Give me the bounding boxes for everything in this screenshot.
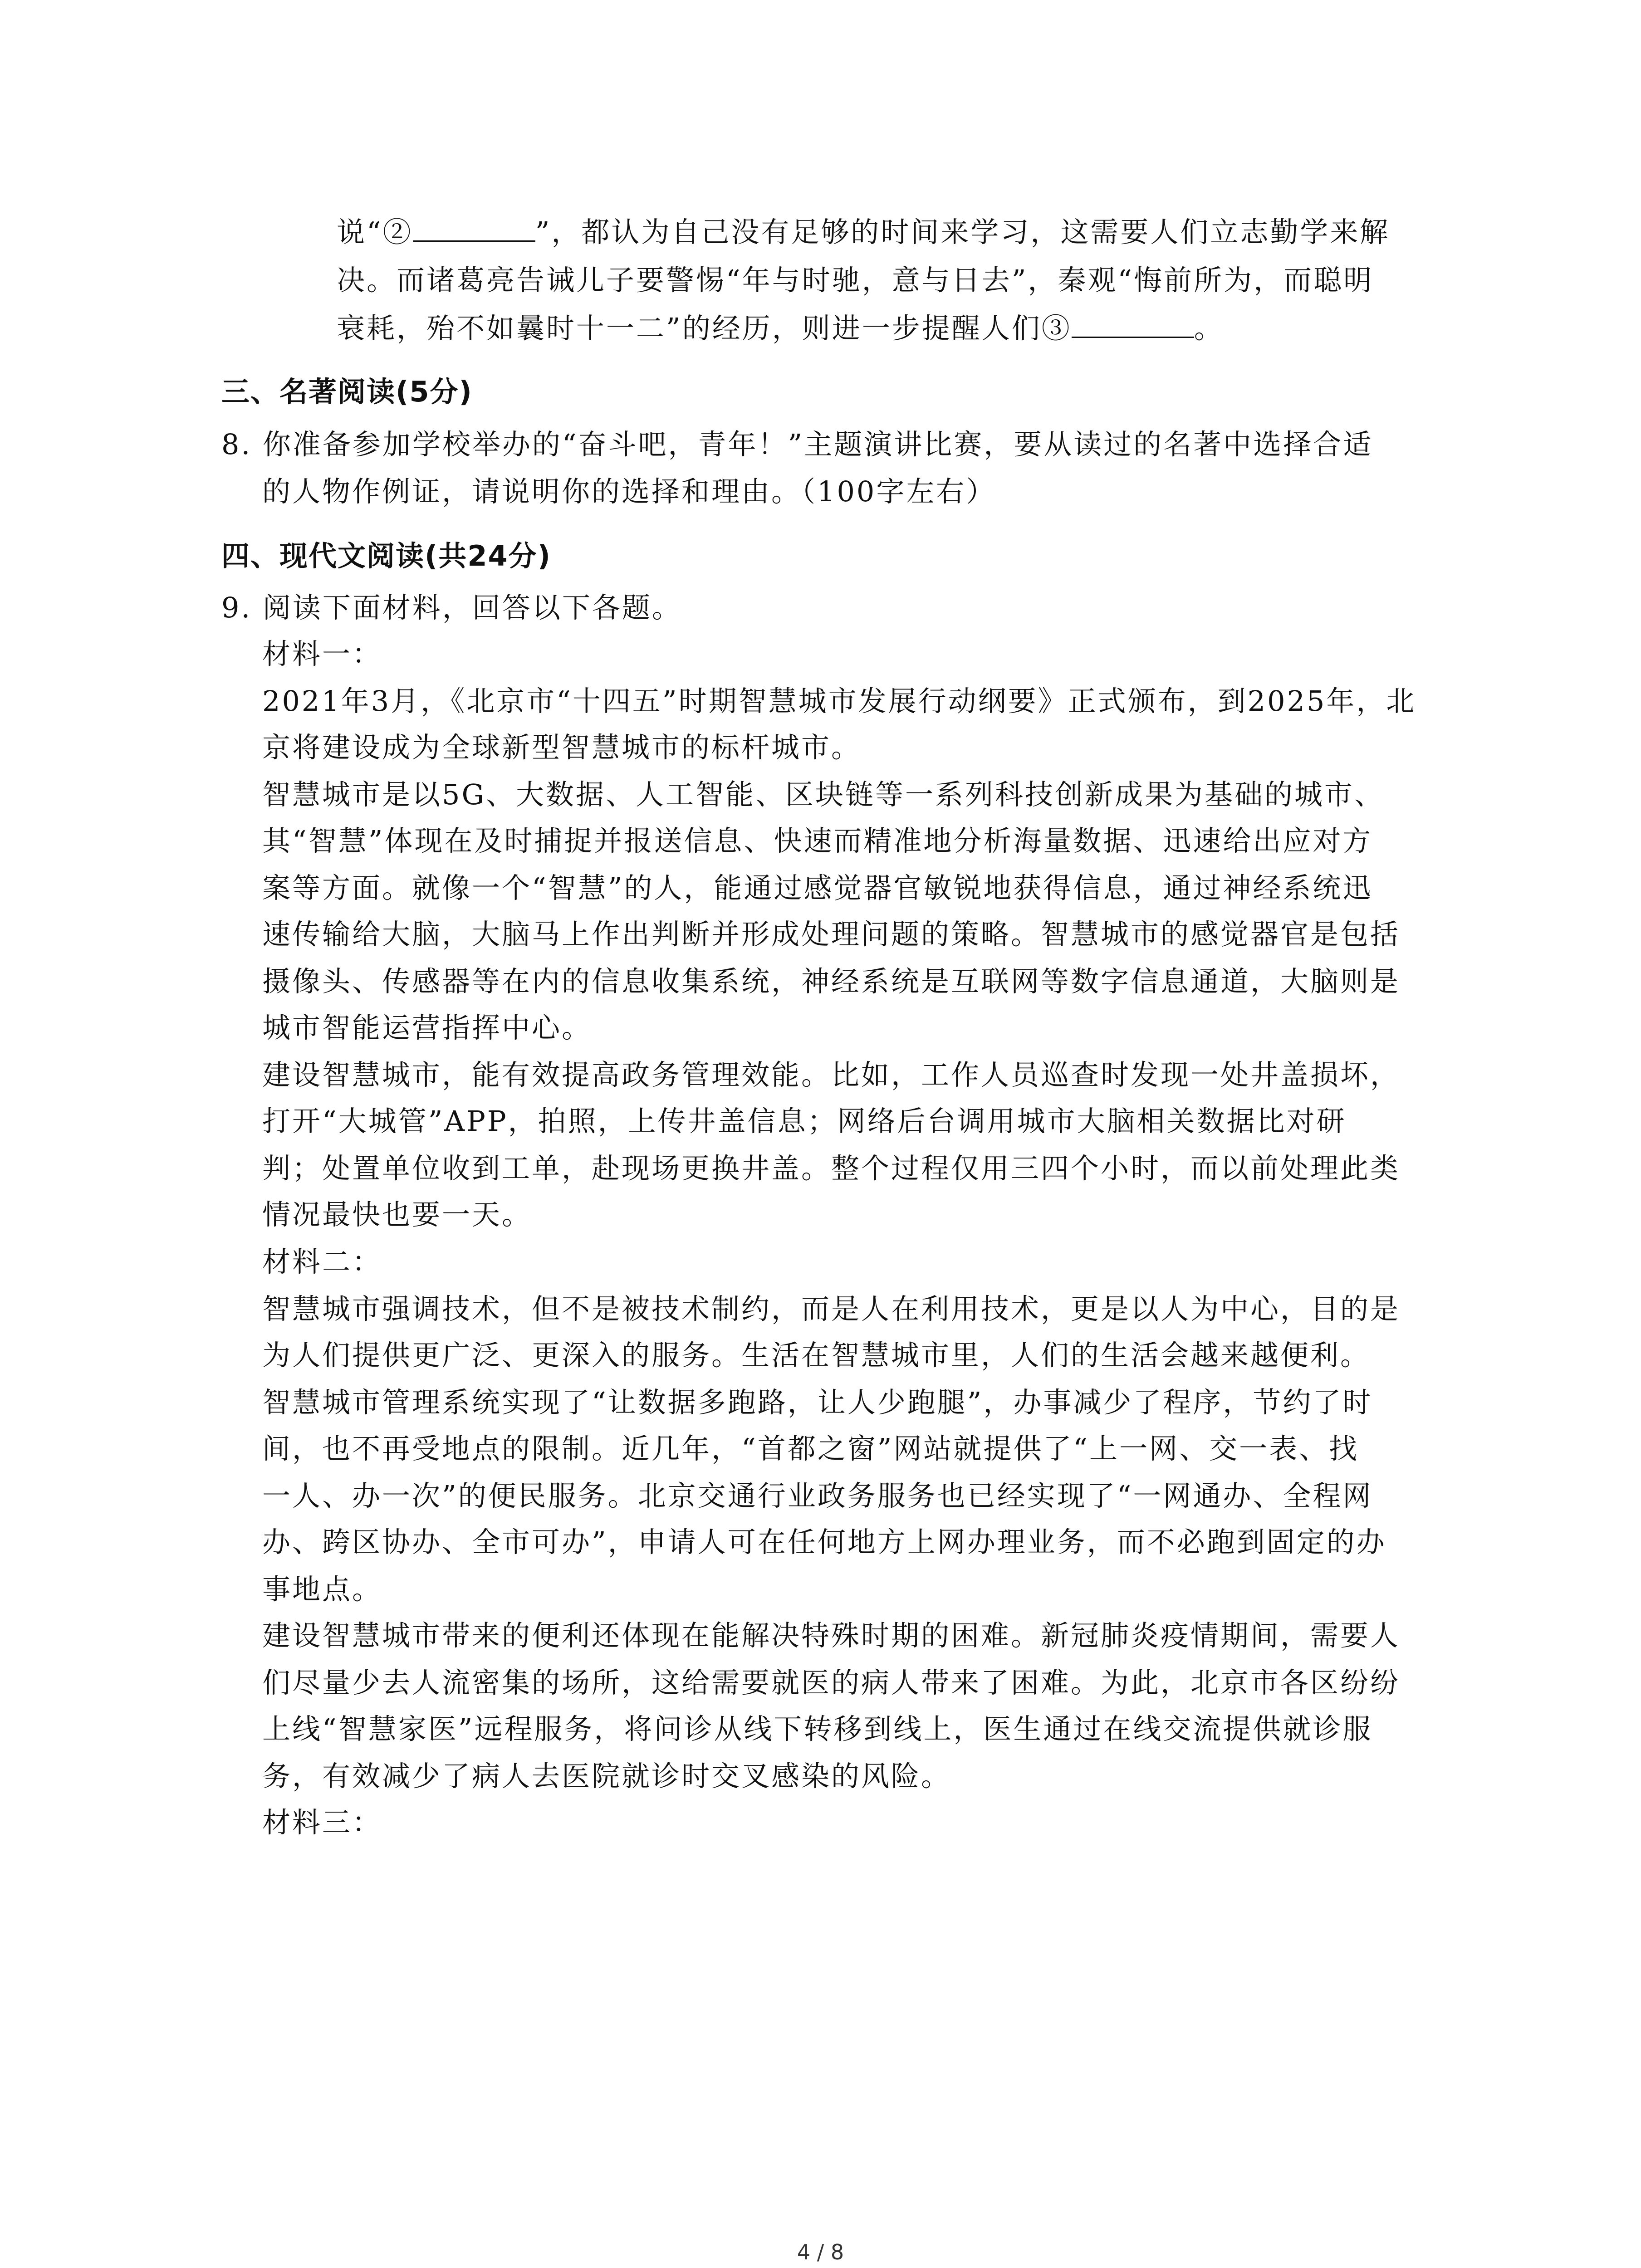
- text-segment: 。: [1194, 312, 1224, 345]
- text-segment: ”，都认为自己没有足够的时间来学习，这需要人们立志勤学来解: [535, 215, 1390, 249]
- text-line: 间，也不再受地点的限制。近几年，“首都之窗”网站就提供了“上一网、交一表、找: [262, 1432, 1359, 1465]
- section-heading-4: 四、现代文阅读(共24分): [221, 539, 551, 572]
- text-line: 2021年3月，《北京市“十四五”时期智慧城市发展行动纲要》正式颁布，到2025年，北: [262, 684, 1416, 718]
- text-line: 智慧城市管理系统实现了“让数据多跑路，让人少跑腿”，办事减少了程序，节约了时: [262, 1386, 1373, 1419]
- material-2-label: 材料二：: [262, 1245, 382, 1278]
- text-line: 为人们提供更广泛、更深入的服务。生活在智慧城市里，人们的生活会越来越便利。: [262, 1339, 1371, 1372]
- text-line: 办、跨区协办、全市可办”，申请人可在任何地方上网办理业务，而不必跑到固定的办: [262, 1525, 1386, 1559]
- text-line: 智慧城市强调技术，但不是被技术制约，而是人在利用技术，更是以人为中心，目的是: [262, 1292, 1401, 1325]
- page-number: 4 / 8: [797, 2240, 844, 2264]
- text-line: [337, 214, 1390, 250]
- text-line: 决。而诸葛亮告诫儿子要警惕“年与时驰，意与日去”，秦观“悔前所为，而聪明: [337, 264, 1374, 297]
- text-line: 智慧城市是以5G、大数据、人工智能、区块链等一系列科技创新成果为基础的城市、: [262, 778, 1384, 811]
- text-line: 建设智慧城市带来的便利还体现在能解决特殊时期的困难。新冠肺炎疫情期间，需要人: [262, 1619, 1401, 1652]
- material-3-label: 材料三：: [262, 1806, 382, 1839]
- text-line: 建设智慧城市，能有效提高政务管理效能。比如，工作人员巡查时发现一处井盖损坏，: [262, 1058, 1401, 1091]
- answer-blank-2[interactable]: [413, 217, 535, 242]
- text-line: 京将建设成为全球新型智慧城市的标杆城市。: [262, 731, 862, 764]
- question-8-cont: 的人物作例证，请说明你的选择和理由。（100字左右）: [262, 475, 996, 508]
- text-line: [337, 310, 1224, 347]
- text-line: 情况最快也要一天。: [262, 1198, 532, 1231]
- answer-blank-3[interactable]: [1072, 313, 1194, 338]
- text-line: 案等方面。就像一个“智慧”的人，能通过感觉器官敏锐地获得信息，通过神经系统迅: [262, 871, 1373, 904]
- section-heading-3: 三、名著阅读(5分): [221, 375, 473, 408]
- material-1-label: 材料一：: [262, 637, 382, 670]
- text-line: 事地点。: [262, 1573, 382, 1606]
- text-line: 其“智慧”体现在及时捕捉并报送信息、快速而精准地分析海量数据、迅速给出应对方: [262, 824, 1373, 857]
- text-segment: 衰耗，殆不如曩时十一二”的经历，则进一步提醒人们③: [337, 312, 1072, 345]
- text-line: 上线“智慧家医”远程服务，将问诊从线下转移到线上，医生通过在线交流提供就诊服: [262, 1712, 1373, 1745]
- text-line: 判；处置单位收到工单，赴现场更换井盖。整个过程仅用三四个小时，而以前处理此类: [262, 1152, 1401, 1185]
- question-8: 8. 你准备参加学校举办的“奋斗吧，青年！”主题演讲比赛，要从读过的名著中选择合适: [221, 428, 1373, 461]
- text-line: 摄像头、传感器等在内的信息收集系统，神经系统是互联网等数字信息通道，大脑则是: [262, 965, 1401, 998]
- text-line: 务，有效减少了病人去医院就诊时交叉感染的风险。: [262, 1760, 951, 1793]
- text-line: 速传输给大脑，大脑马上作出判断并形成处理问题的策略。智慧城市的感觉器官是包括: [262, 918, 1401, 951]
- text-line: 城市智能运营指挥中心。: [262, 1011, 592, 1044]
- text-line: 们尽量少去人流密集的场所，这给需要就医的病人带来了困难。为此，北京市各区纷纷: [262, 1666, 1401, 1699]
- text-segment: 说“②: [337, 215, 413, 249]
- question-9: 9. 阅读下面材料，回答以下各题。: [221, 591, 682, 624]
- text-line: 一人、办一次”的便民服务。北京交通行业政务服务也已经实现了“一网通办、全程网: [262, 1479, 1373, 1512]
- text-line: 打开“大城管”APP，拍照，上传井盖信息；网络后台调用城市大脑相关数据比对研: [262, 1105, 1347, 1138]
